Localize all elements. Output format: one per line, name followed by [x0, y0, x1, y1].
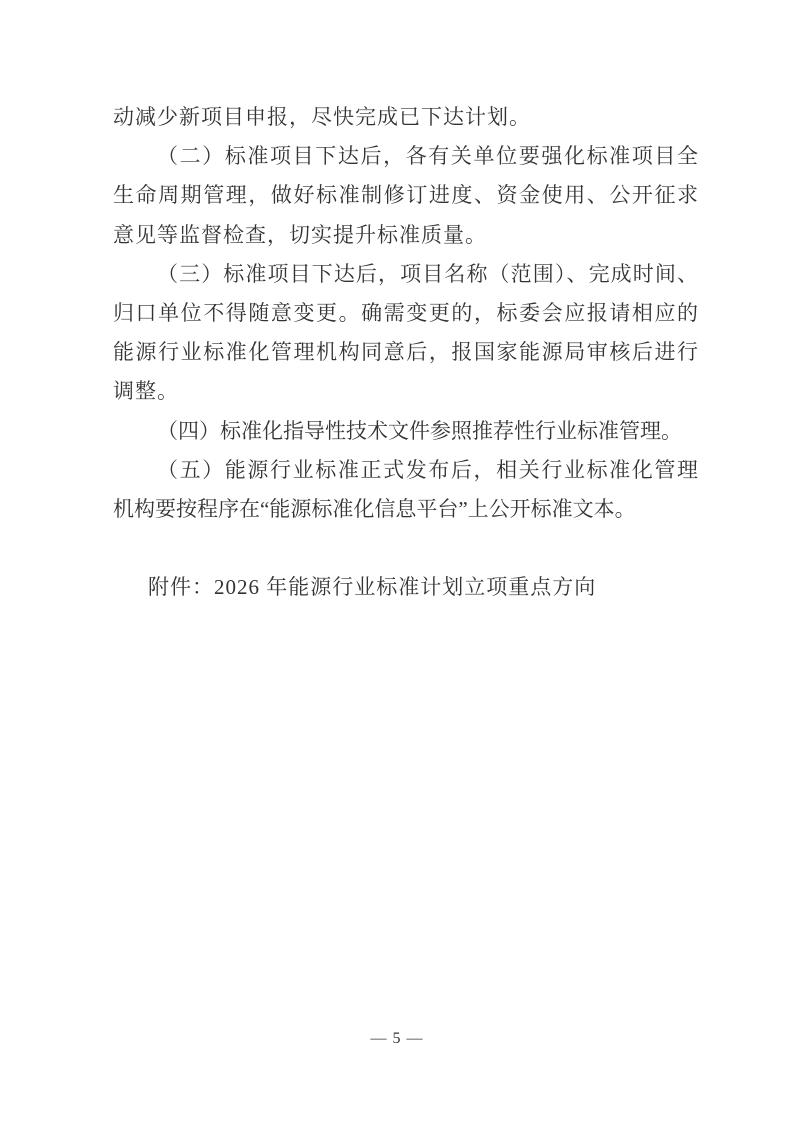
text-line: （五）能源行业标准正式发布后，相关行业标准化管理 [157, 457, 698, 482]
text-line: 机构要按程序在“能源标准化信息平台”上公开标准文本。 [113, 497, 636, 522]
text-line: （四）标准化指导性技术文件参照推荐性行业标准管理。 [157, 418, 682, 443]
text-line: 动减少新项目申报，尽快完成已下达计划。 [113, 105, 531, 129]
text-line: 生命周期管理，做好标准制修订进度、资金使用、公开征求 [113, 183, 698, 208]
attachment-line: 附件：2026 年能源行业标准计划立项重点方向 [148, 575, 597, 600]
text-line: 能源行业标准化管理机构同意后，报国家能源局审核后进行 [113, 340, 698, 365]
text-line: 归口单位不得随意变更。确需变更的，标委会应报请相应的 [113, 301, 698, 326]
text-line: 调整。 [113, 379, 179, 404]
text-line: 意见等监督检查，切实提升标准质量。 [113, 222, 487, 247]
page-number: — 5 — [370, 1030, 424, 1047]
text-line: （二）标准项目下达后，各有关单位要强化标准项目全 [157, 144, 698, 169]
text-line: （三）标准项目下达后，项目名称（范围）、完成时间、 [157, 261, 698, 286]
document-body [113, 98, 698, 608]
